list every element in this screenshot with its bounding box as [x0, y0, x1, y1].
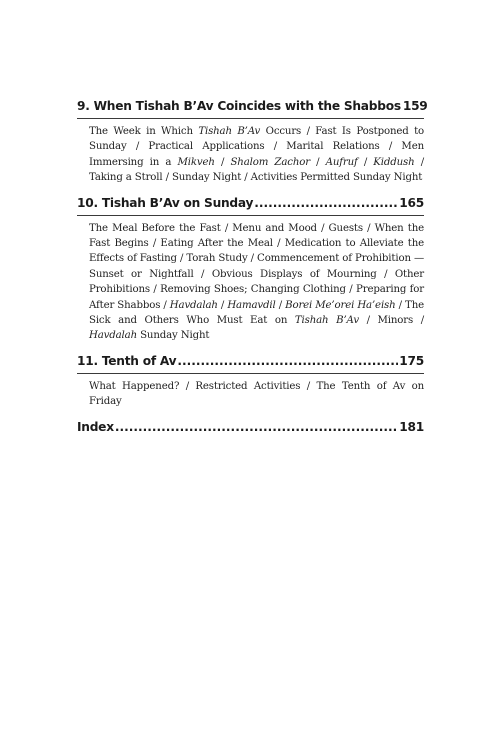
italic-term: Tishah B’Av [198, 126, 261, 137]
chapter-heading[interactable] [77, 352, 424, 370]
toc-entry-chapter-10 [77, 194, 424, 344]
divider [77, 373, 424, 374]
chapter-topics [89, 124, 424, 186]
dot-leader [177, 352, 398, 370]
dot-leader [254, 194, 398, 212]
italic-term: Havdalah [169, 299, 218, 311]
topic-text: / [214, 156, 231, 168]
topic-text: Occurs / Fast Is Postponed to Sunday / Practical Applications / Marital Relations / Men Immersing in a [89, 126, 425, 168]
topic-text: / [357, 156, 374, 168]
divider [77, 215, 424, 216]
topic-text: / Taking a Stroll / Sunday Night / Activities Permitted Sunday Night [89, 156, 424, 184]
page-number: 165 [399, 195, 424, 210]
italic-term: Aufruf [325, 156, 358, 168]
topic-text: / The Sick and Others Who Must Eat on [89, 299, 424, 327]
chapter-heading[interactable] [77, 97, 428, 115]
chapter-heading[interactable] [77, 194, 424, 212]
page-number: 159 [402, 99, 428, 113]
page-number: 175 [399, 353, 424, 368]
italic-term: Borei Me’orei Ha’eish [285, 299, 396, 311]
chapter-title: 10. Tishah B’Av on Sunday [77, 195, 254, 210]
topic-text: / Minors / [358, 315, 424, 327]
topic-text: What Happened? / Restricted Activities / The Tenth of Av on Friday [89, 380, 424, 408]
chapter-topics [89, 221, 424, 344]
italic-term: Havdalah [89, 330, 138, 342]
topic-text: / [217, 299, 228, 311]
dot-leader [115, 418, 398, 436]
italic-term: Kiddush [373, 156, 415, 168]
index-heading[interactable] [77, 418, 424, 436]
topic-text: The Meal Before the Fast / Menu and Mood / Guests / When the Fast Begins / Eating After the Meal / Medication to Alleviate the Effects of Fasting / Torah Study / Commencement of Prohibition — Sunset or Nightfall / Obvious Displays of Mourning / Other Prohibitions / Removing Shoes; Changing Clothing / Preparing for After Shabbos / [89, 222, 424, 311]
italic-term: Mikveh [177, 156, 215, 168]
topic-text: The Week in Which [89, 126, 199, 137]
topic-text: / [275, 299, 286, 311]
toc-entry-chapter-9 [77, 97, 428, 186]
italic-term: Shalom Zachor [230, 156, 310, 168]
italic-term: Hamavdil [227, 299, 276, 311]
divider [77, 118, 424, 119]
chapter-title: 9. When Tishah B’Av Coincides with the Shabbos [77, 99, 401, 113]
topic-text: Sunday Night [137, 330, 210, 342]
chapter-title: 11. Tenth of Av [77, 353, 177, 368]
page-number: 181 [399, 419, 424, 434]
chapter-topics [89, 379, 424, 410]
italic-term: Tishah B’Av [294, 315, 359, 327]
topic-text: / [309, 156, 326, 168]
table-of-contents [77, 97, 428, 436]
toc-entry-chapter-11 [77, 352, 424, 410]
index-title: Index [77, 419, 114, 434]
toc-entry-index [77, 418, 424, 436]
